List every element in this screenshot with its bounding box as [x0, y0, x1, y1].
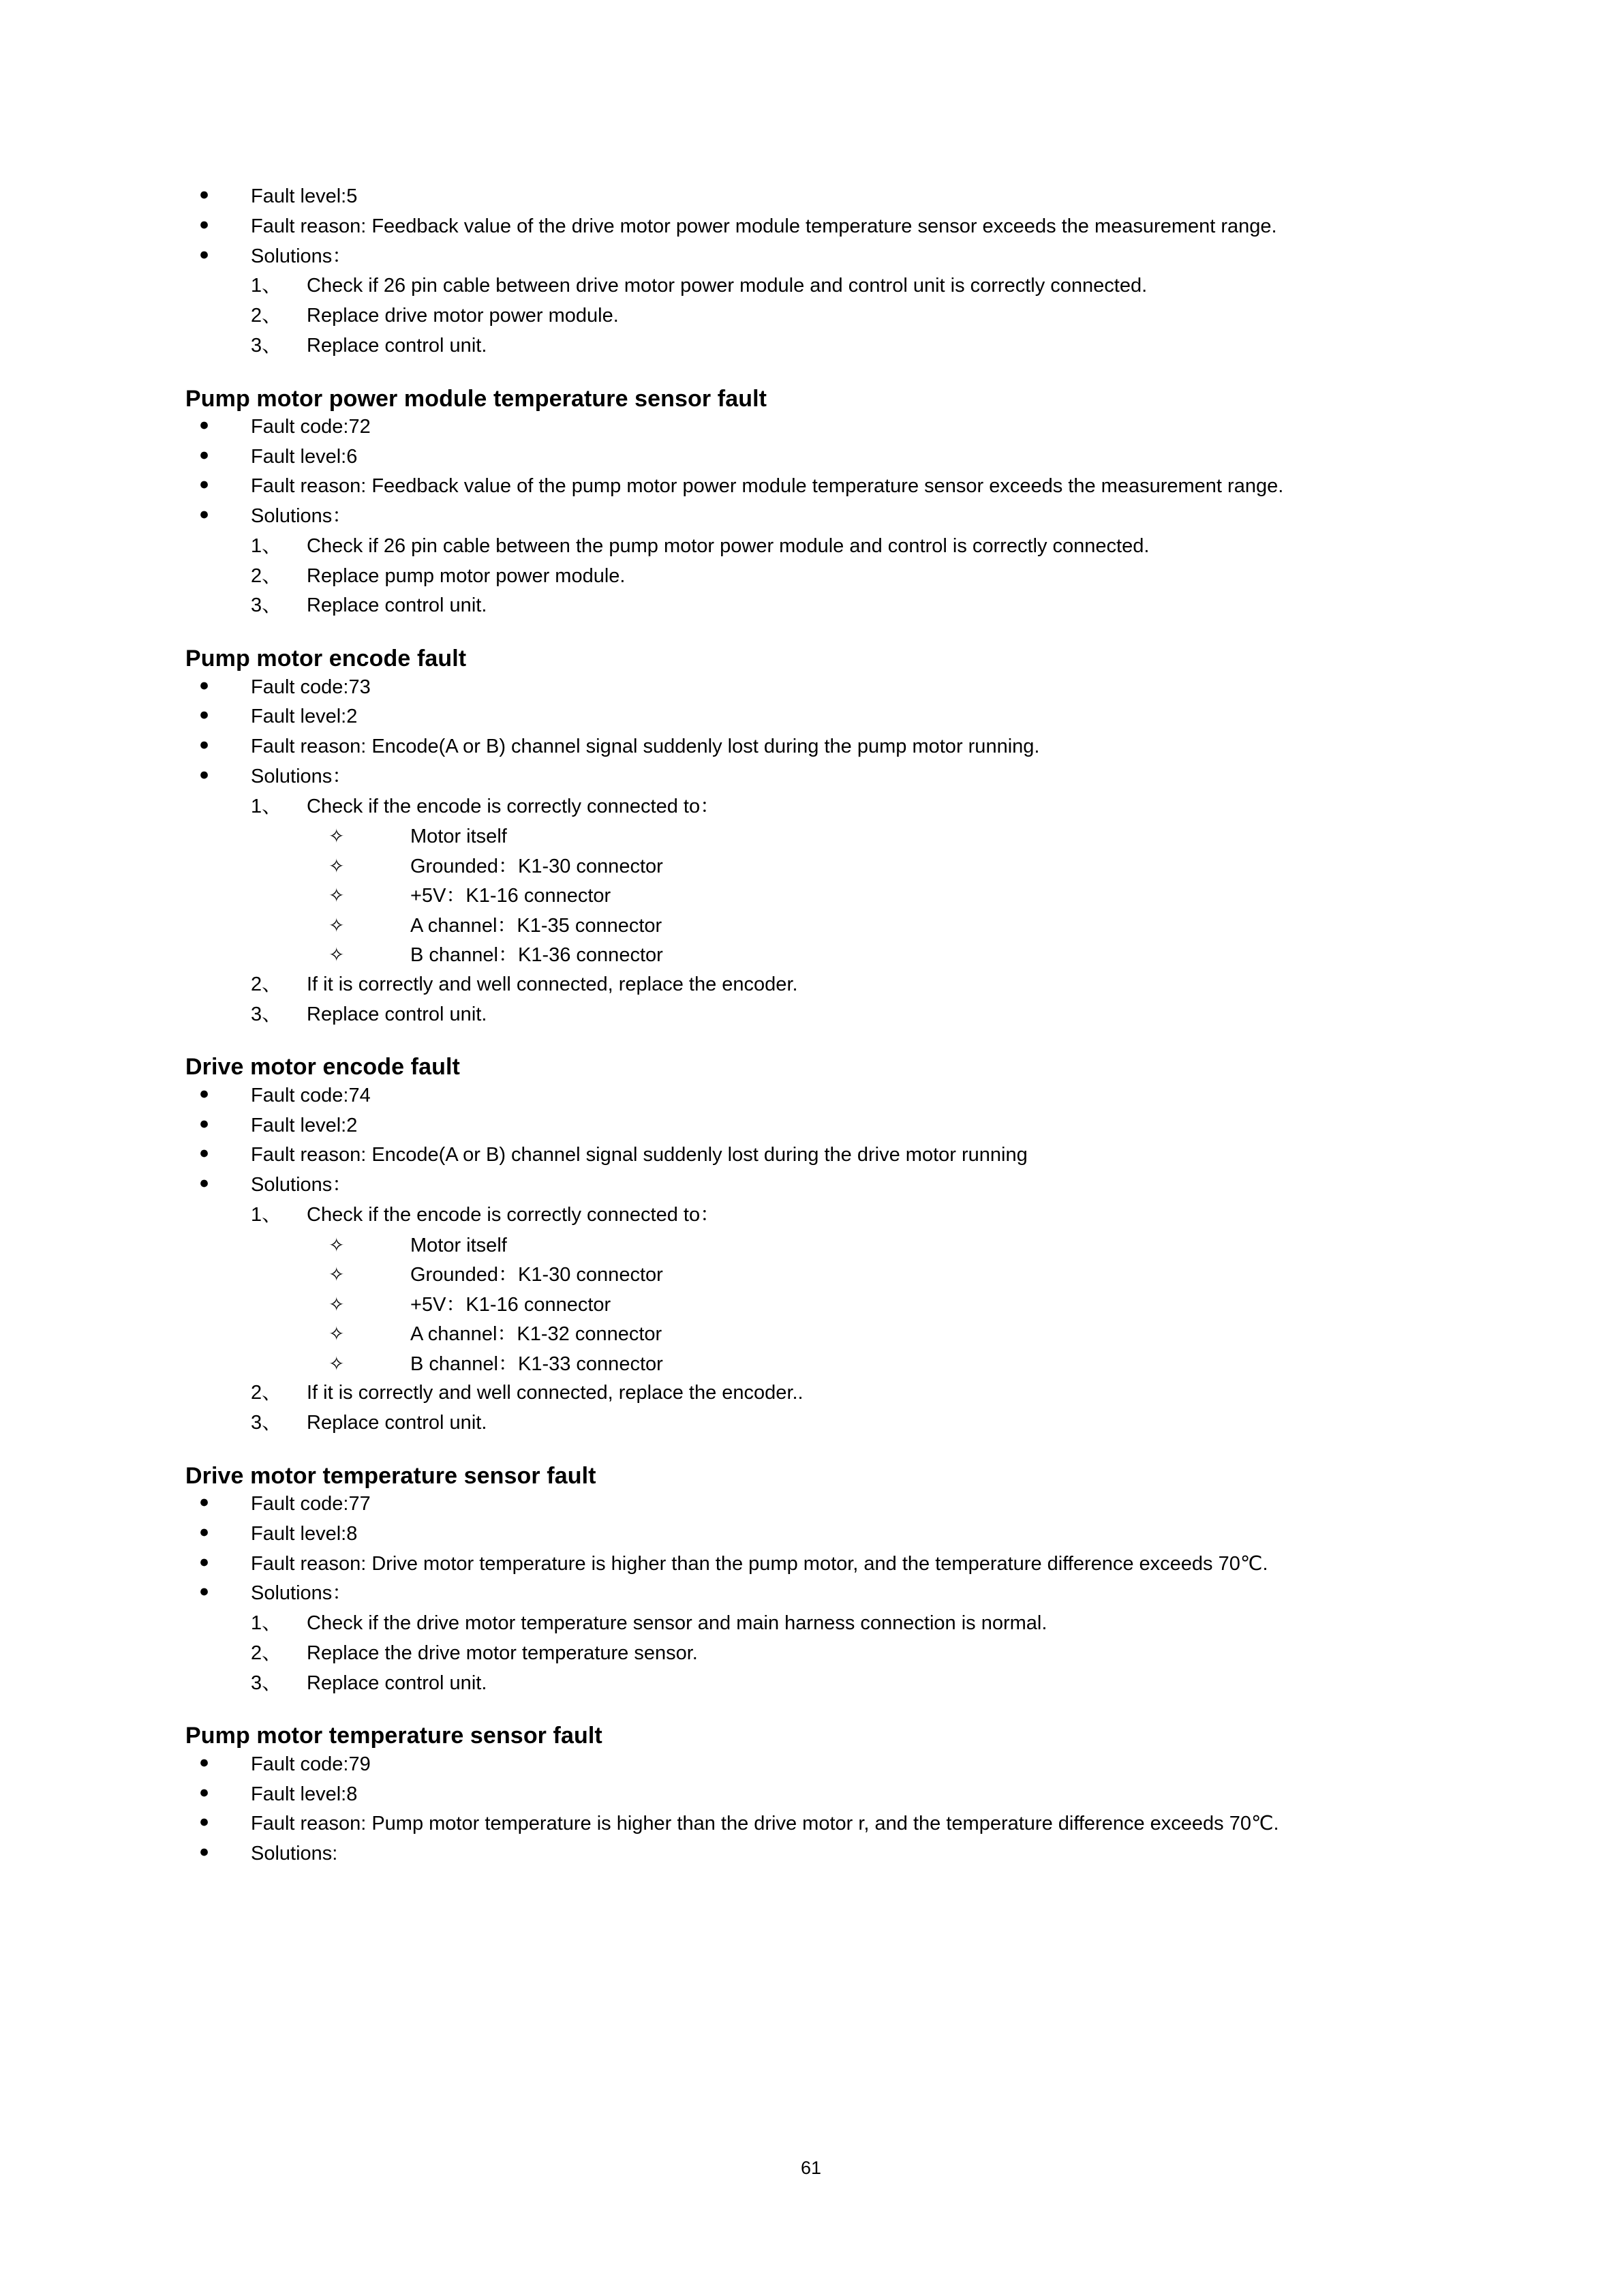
fault-section — [185, 1722, 1371, 1868]
solution-step-number: 1、 — [251, 275, 282, 297]
connector-item — [185, 1350, 1371, 1380]
solution-step-number: 1、 — [251, 1612, 282, 1635]
bullet-icon: ● — [199, 1113, 210, 1133]
solution-step-number: 2、 — [251, 1382, 282, 1404]
fault-detail-item — [185, 1751, 1371, 1779]
solution-step-number: 2、 — [251, 1642, 282, 1664]
fault-detail-text: Fault reason: Encode(A or B) channel signal suddenly lost during the pump motor running. — [251, 736, 1040, 758]
connector-item — [185, 881, 1371, 911]
solution-step-number: 1、 — [251, 1203, 282, 1226]
fault-detail-item — [185, 1550, 1371, 1579]
solution-step-text: Replace control unit. — [307, 594, 487, 617]
fault-detail-item — [185, 1781, 1371, 1809]
fault-detail-text: Fault code:73 — [251, 676, 371, 698]
fault-detail-text: Fault reason: Encode(A or B) channel signal suddenly lost during the drive motor running — [251, 1144, 1028, 1166]
bullet-icon: ● — [199, 1143, 210, 1163]
bullet-icon: ● — [199, 214, 210, 234]
fault-detail-text: Solutions： — [251, 505, 352, 528]
solution-step-text: Replace control unit. — [307, 1411, 487, 1434]
connector-text: +5V：K1-16 connector — [410, 885, 611, 907]
diamond-bullet-icon: ✧ — [328, 1264, 345, 1286]
fault-detail-item — [185, 1810, 1371, 1839]
connector-item — [185, 1260, 1371, 1290]
solution-step-text: Replace control unit. — [307, 334, 487, 357]
solution-step — [185, 793, 1371, 821]
fault-detail-item — [185, 502, 1371, 531]
bullet-icon: ● — [199, 764, 210, 784]
solution-step — [185, 562, 1371, 591]
bullet-icon: ● — [199, 735, 210, 755]
diamond-bullet-icon: ✧ — [328, 1234, 345, 1256]
solution-step-number: 2、 — [251, 564, 282, 587]
page-footer — [0, 2157, 1622, 2179]
fault-detail-item — [185, 1171, 1371, 1200]
bullet-icon: ● — [199, 1782, 210, 1802]
solution-step-list — [185, 272, 1371, 360]
bullet-icon: ● — [199, 1522, 210, 1541]
solution-step-number: 1、 — [251, 534, 282, 557]
bullet-icon: ● — [199, 705, 210, 725]
section-heading: Pump motor power module temperature sensor fault — [185, 385, 767, 412]
connector-text: B channel：K1-33 connector — [410, 1353, 663, 1375]
connector-text: A channel：K1-32 connector — [410, 1323, 662, 1346]
fault-section — [185, 1462, 1371, 1698]
solution-step-text: Replace drive motor power module. — [307, 305, 619, 327]
fault-detail-text: Solutions： — [251, 1174, 352, 1196]
fault-detail-text: Fault reason: Feedback value of the pump motor power module temperature sensor exceeds the measurement range. — [251, 475, 1284, 498]
fault-detail-text: Fault code:74 — [251, 1084, 371, 1106]
bullet-icon: ● — [199, 414, 210, 434]
solution-step-list — [185, 1610, 1371, 1697]
connector-text: B channel：K1-36 connector — [410, 944, 663, 967]
solution-step-text: Replace control unit. — [307, 1672, 487, 1694]
diamond-bullet-icon: ✧ — [328, 1323, 345, 1345]
fault-detail-text: Fault code:77 — [251, 1493, 371, 1515]
connector-item — [185, 1290, 1371, 1320]
connector-item — [185, 852, 1371, 882]
fault-detail-text: Fault level:5 — [251, 185, 358, 207]
fault-detail-text: Solutions： — [251, 245, 352, 267]
solution-step-list — [185, 793, 1371, 1029]
solution-step — [185, 1001, 1371, 1029]
fault-detail-list — [185, 413, 1371, 620]
bullet-icon: ● — [199, 185, 210, 204]
fault-detail-text: Fault code:72 — [251, 415, 371, 438]
solution-step-text: Replace the drive motor temperature sensor. — [307, 1642, 698, 1664]
connector-text: Motor itself — [410, 826, 507, 848]
fault-detail-item — [185, 1112, 1371, 1141]
solution-step-number: 3、 — [251, 1411, 282, 1434]
page-number: 61 — [800, 2158, 822, 2178]
section-heading: Pump motor temperature sensor fault — [185, 1723, 602, 1749]
connector-list — [185, 822, 1371, 971]
bullet-icon: ● — [199, 1812, 210, 1832]
fault-detail-item — [185, 1082, 1371, 1111]
bullet-icon: ● — [199, 1173, 210, 1193]
connector-item — [185, 822, 1371, 852]
fault-detail-text: Fault reason: Feedback value of the drive motor power module temperature sensor exceeds the measurement range. — [251, 215, 1277, 237]
fault-detail-item — [185, 472, 1371, 501]
fault-detail-list — [185, 674, 1371, 1029]
fault-detail-list — [185, 1490, 1371, 1697]
fault-detail-text: Fault level:2 — [251, 706, 358, 728]
diamond-bullet-icon: ✧ — [328, 855, 345, 877]
connector-text: Motor itself — [410, 1234, 507, 1256]
fault-detail-text: Fault level:8 — [251, 1522, 358, 1545]
diamond-bullet-icon: ✧ — [328, 826, 345, 847]
solution-step — [185, 1201, 1371, 1230]
bullet-icon: ● — [199, 474, 210, 494]
diamond-bullet-icon: ✧ — [328, 914, 345, 936]
bullet-icon: ● — [199, 1083, 210, 1103]
solution-step — [185, 592, 1371, 620]
solution-step-text: If it is correctly and well connected, replace the encoder. — [307, 973, 798, 995]
fault-detail-text: Fault level:2 — [251, 1114, 358, 1136]
page-content — [185, 183, 1371, 1870]
fault-detail-list — [185, 183, 1371, 361]
fault-section — [185, 385, 1371, 621]
bullet-icon: ● — [199, 1492, 210, 1512]
fault-detail-text: Fault level:8 — [251, 1783, 358, 1805]
diamond-bullet-icon: ✧ — [328, 885, 345, 907]
bullet-icon: ● — [199, 675, 210, 695]
connector-item — [185, 941, 1371, 971]
solution-step-number: 3、 — [251, 334, 282, 357]
fault-detail-text: Fault level:6 — [251, 445, 358, 468]
connector-text: +5V：K1-16 connector — [410, 1293, 611, 1316]
diamond-bullet-icon: ✧ — [328, 944, 345, 966]
solution-step — [185, 332, 1371, 361]
section-heading: Drive motor temperature sensor fault — [185, 1462, 596, 1489]
solution-step-text: Check if 26 pin cable between drive motor power module and control unit is correctly connected. — [307, 275, 1148, 297]
fault-section — [185, 1053, 1371, 1437]
connector-list — [185, 1231, 1371, 1380]
solution-step — [185, 1670, 1371, 1698]
fault-detail-item — [185, 1490, 1371, 1519]
solution-step-text: Replace control unit. — [307, 1003, 487, 1025]
fault-detail-item — [185, 413, 1371, 442]
fault-detail-list — [185, 1751, 1371, 1869]
connector-text: Grounded：K1-30 connector — [410, 1264, 663, 1286]
solution-step — [185, 1640, 1371, 1668]
bullet-icon: ● — [199, 444, 210, 464]
solution-step-number: 3、 — [251, 594, 282, 617]
fault-detail-item — [185, 443, 1371, 472]
solution-step-number: 2、 — [251, 305, 282, 327]
solution-step-text: If it is correctly and well connected, replace the encoder.. — [307, 1382, 804, 1404]
solution-step-number: 3、 — [251, 1672, 282, 1694]
bullet-icon: ● — [199, 1752, 210, 1772]
solution-step-text: Replace pump motor power module. — [307, 564, 626, 587]
solution-step-text: Check if the encode is correctly connected to： — [307, 795, 720, 817]
bullet-icon: ● — [199, 504, 210, 524]
fault-detail-text: Fault code:79 — [251, 1753, 371, 1775]
solution-step-list — [185, 1201, 1371, 1438]
fault-detail-item — [185, 1580, 1371, 1608]
fault-detail-item — [185, 763, 1371, 791]
solution-step-text: Check if the drive motor temperature sensor and main harness connection is normal. — [307, 1612, 1047, 1635]
fault-section — [185, 645, 1371, 1029]
fault-detail-text: Solutions： — [251, 1582, 352, 1605]
fault-detail-item — [185, 243, 1371, 271]
bullet-icon: ● — [199, 244, 210, 264]
solution-step-number: 2、 — [251, 973, 282, 995]
solution-step — [185, 1610, 1371, 1638]
section-heading: Pump motor encode fault — [185, 646, 467, 672]
solution-step — [185, 532, 1371, 561]
connector-text: Grounded：K1-30 connector — [410, 855, 663, 877]
solution-step-text: Check if 26 pin cable between the pump motor power module and control is correctly connected. — [307, 534, 1150, 557]
solution-step — [185, 272, 1371, 301]
solution-step — [185, 1379, 1371, 1408]
solution-step-number: 1、 — [251, 795, 282, 817]
fault-detail-item — [185, 1141, 1371, 1170]
fault-detail-text: Fault reason: Drive motor temperature is higher than the pump motor, and the temperature difference exceeds 70℃. — [251, 1552, 1268, 1575]
connector-text: A channel：K1-35 connector — [410, 914, 662, 937]
solution-step-text: Check if the encode is correctly connected to： — [307, 1203, 720, 1226]
bullet-icon: ● — [199, 1842, 210, 1862]
fault-section — [185, 183, 1371, 361]
fault-detail-item — [185, 733, 1371, 761]
fault-detail-text: Solutions: — [251, 1843, 338, 1865]
solution-step-number: 3、 — [251, 1003, 282, 1025]
solution-step-list — [185, 532, 1371, 620]
solution-step — [185, 971, 1371, 999]
connector-item — [185, 911, 1371, 941]
connector-item — [185, 1231, 1371, 1261]
fault-detail-item — [185, 183, 1371, 211]
fault-detail-list — [185, 1082, 1371, 1438]
bullet-icon: ● — [199, 1552, 210, 1571]
diamond-bullet-icon: ✧ — [328, 1293, 345, 1315]
fault-detail-item — [185, 703, 1371, 731]
fault-detail-item — [185, 1840, 1371, 1869]
fault-detail-text: Fault reason: Pump motor temperature is higher than the drive motor r, and the temperature difference exceeds 70℃. — [251, 1813, 1279, 1835]
bullet-icon: ● — [199, 1582, 210, 1601]
diamond-bullet-icon: ✧ — [328, 1353, 345, 1374]
solution-step — [185, 302, 1371, 331]
fault-detail-item — [185, 1520, 1371, 1549]
fault-detail-item — [185, 674, 1371, 702]
connector-item — [185, 1320, 1371, 1350]
fault-detail-item — [185, 213, 1371, 241]
solution-step — [185, 1409, 1371, 1438]
section-heading: Drive motor encode fault — [185, 1054, 460, 1081]
fault-detail-text: Solutions： — [251, 765, 352, 787]
